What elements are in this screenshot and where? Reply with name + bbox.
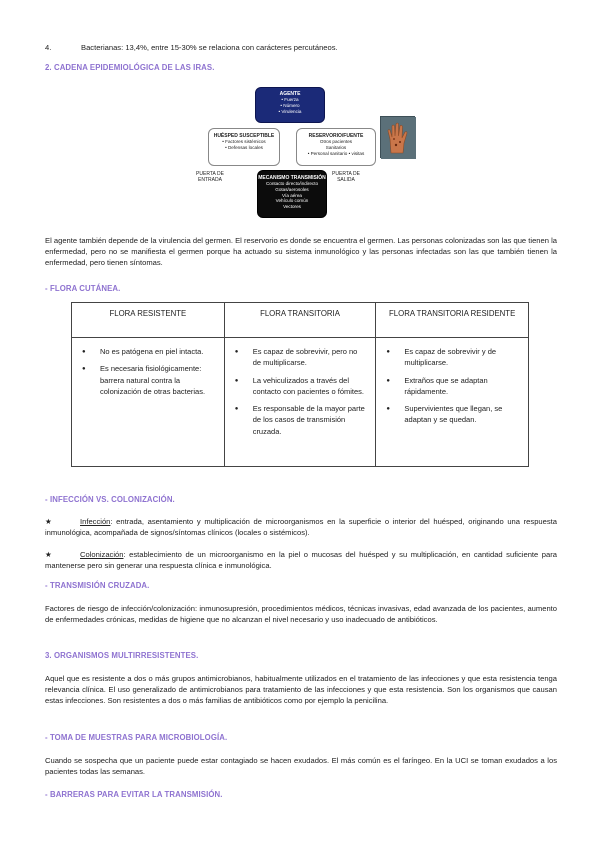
muestras-paragraph: Cuando se sospecha que un paciente puede estar contagiado se hacen exudados. El más común es el faríngeo. En la UCI se toman exudados a los pacientes todas las semanas. bbox=[45, 756, 557, 776]
item-text: Bacterianas: 13,4%, entre 15-30% se relaciona con carácteres percutáneos. bbox=[81, 43, 338, 52]
flora-table bbox=[71, 302, 529, 467]
list-item: ● Es necesaria fisiológicamente: barrera natural contra la colonización de otras bacterias. bbox=[80, 363, 216, 397]
mecanismo-line: Vehículo común bbox=[275, 198, 309, 204]
agente-line: • Virulencia bbox=[278, 108, 302, 114]
term-infeccion: Infección bbox=[80, 517, 111, 526]
hand-icon bbox=[381, 117, 416, 159]
hand-bacteria-image bbox=[380, 116, 415, 158]
table-cell-resistente bbox=[72, 338, 225, 467]
huesped-line: • Factores sistémicos bbox=[222, 139, 266, 145]
numbered-item bbox=[45, 42, 565, 53]
list-item: ● La vehiculizados a través del contacto con pacientes o fómites. bbox=[233, 375, 368, 398]
reservorio-title: RESERVORIO/FUENTE bbox=[308, 133, 364, 139]
huesped-title: HUÉSPED SUSCEPTIBLE bbox=[213, 133, 275, 139]
mecanismo-line: Vectores bbox=[283, 204, 301, 210]
definition-text: : establecimiento de un microorganismo en la piel o mucosas del huésped y su multiplicación, en cantidad suficiente para mantenerse pero sin generar una respuesta clínica e inmunológica. bbox=[45, 550, 557, 570]
agente-title: AGENTE bbox=[279, 91, 301, 97]
definition-colonizacion bbox=[45, 549, 557, 571]
epidemiological-chain-diagram bbox=[192, 78, 417, 224]
section-title-infeccion: - INFECCIÓN VS. COLONIZACIÓN. bbox=[45, 495, 175, 504]
definition-text: : entrada, asentamiento y multiplicación de microorganismos en la superficie o interior del huésped, originando una respuesta inmunológica, acompañada de signos/síntomas clínicos (locales o sistémicos). bbox=[45, 517, 557, 537]
diagram-mecanismo bbox=[257, 170, 327, 218]
mecanismo-line: Contacto directo/indirecto bbox=[265, 181, 319, 187]
agente-line: • Número bbox=[280, 102, 300, 108]
list-item: ● Supervivientes que llegan, se adaptan y se quedan. bbox=[384, 403, 520, 426]
table-header-cell: FLORA RESISTENTE bbox=[72, 303, 225, 338]
intro-paragraph: El agente también depende de la virulencia del germen. El reservorio es donde se encuentra el germen. Las personas colonizadas son las que tienen la enfermedad, pero no se manifiesta el germen porque ha actuado su sistema inmunológico y las personas infectadas son las que también tienen la enfermedad, pero tienen síntomas. bbox=[45, 236, 557, 267]
list-item: ● Es capaz de sobrevivir, pero no de multiplicarse. bbox=[233, 346, 368, 369]
mecanismo-line: Vía aérea bbox=[282, 192, 302, 198]
definition-infeccion bbox=[45, 516, 557, 538]
transmision-paragraph: Factores de riesgo de infección/colonización: inmunosupresión, procedimientos médicos, técnicas invasivas, edad avanzada de los pacientes, aumento de enfermedades crónicas, medidas de higiene que no alcanzan el nivel necesario y uso inadecuado de antibióticos. bbox=[45, 604, 557, 624]
mecanismo-line: Gotas/aerosoles bbox=[275, 186, 309, 192]
mecanismo-title: MECANISMO TRANSMISIÓN bbox=[258, 175, 326, 181]
multirresistentes-paragraph: Aquel que es resistente a dos o más grupos antimicrobianos, habitualmente utilizados en el tratamiento de las infecciones y que esta resistencia tenga relevancia clínica. El uso generalizado de antimicrobianos para tratamiento de las infecciones y que esta resistencia. Son los organismos que causan estas infecciones. Son resistentes a dos o más familias de antibióticos como por ejemplo la penicilina. bbox=[45, 674, 557, 705]
star-icon: ★ bbox=[45, 517, 52, 526]
diagram-agente bbox=[255, 87, 325, 123]
list-item: ● Extraños que se adaptan rápidamente. bbox=[384, 375, 520, 398]
table-cell-transitoria-residente bbox=[376, 338, 529, 467]
table-header-cell: FLORA TRANSITORIA RESIDENTE bbox=[376, 303, 529, 338]
diagram-huesped bbox=[208, 128, 280, 166]
reservorio-line: • Personal sanitario • visitas bbox=[307, 150, 365, 156]
reservorio-line: Sanitarios bbox=[325, 144, 347, 150]
table-header-row bbox=[72, 303, 529, 338]
puerta-salida-label: PUERTA DE SALIDA bbox=[332, 171, 360, 183]
table-header-cell: FLORA TRANSITORIA bbox=[224, 303, 376, 338]
term-colonizacion: Colonización bbox=[80, 550, 124, 559]
item-number: 4. bbox=[45, 43, 52, 52]
table-cell-transitoria bbox=[224, 338, 376, 467]
list-item: ● No es patógena en piel intacta. bbox=[80, 346, 216, 357]
section-title-flora: - FLORA CUTÁNEA. bbox=[45, 284, 121, 293]
puerta-entrada-label: PUERTA DE ENTRADA bbox=[196, 171, 224, 183]
section-title-cadena: 2. CADENA EPIDEMIOLÓGICA DE LAS IRAS. bbox=[45, 63, 215, 72]
star-icon: ★ bbox=[45, 550, 52, 559]
reservorio-line: Otros pacientes bbox=[319, 139, 353, 145]
huesped-line: • Defensas locales bbox=[225, 144, 263, 150]
section-title-barreras: - BARRERAS PARA EVITAR LA TRANSMISIÓN. bbox=[45, 790, 223, 799]
section-title-transmision: - TRANSMISIÓN CRUZADA. bbox=[45, 581, 150, 590]
list-item: ● Es responsable de la mayor parte de los casos de transmisión cruzada. bbox=[233, 403, 368, 437]
section-title-multirresistentes: 3. ORGANISMOS MULTIRRESISTENTES. bbox=[45, 651, 199, 660]
diagram-reservorio bbox=[296, 128, 376, 166]
table-row bbox=[72, 338, 529, 467]
agente-line: • Fuerza bbox=[281, 97, 299, 103]
list-item: ● Es capaz de sobrevivir y de multiplicarse. bbox=[384, 346, 520, 369]
section-title-muestras: - TOMA DE MUESTRAS PARA MICROBIOLOGÍA. bbox=[45, 733, 228, 742]
